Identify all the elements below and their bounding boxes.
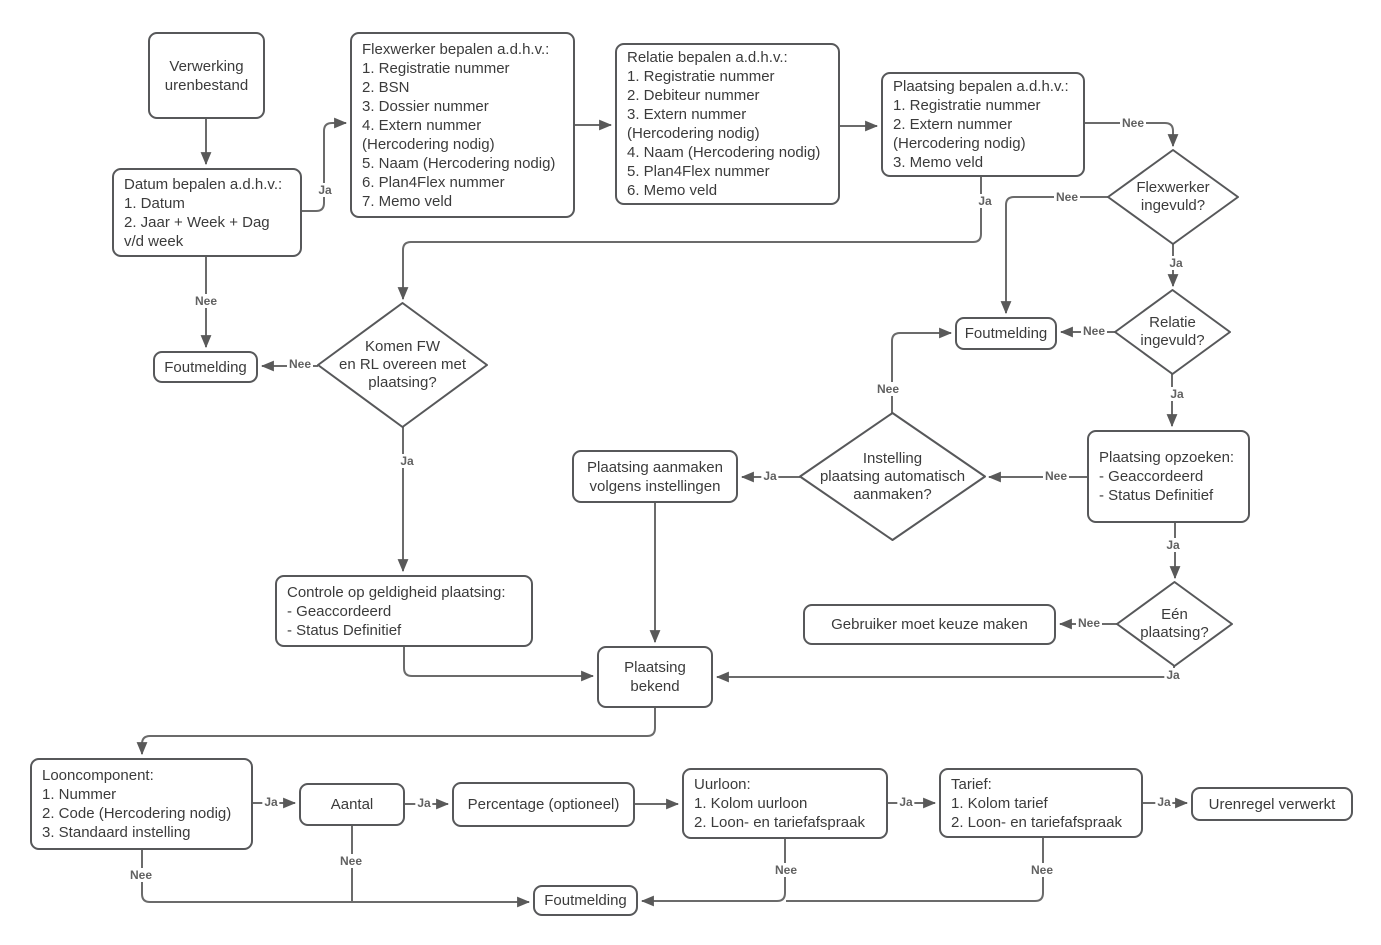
node-relatie-ingevuld-label: Relatie bbox=[1149, 314, 1196, 331]
node-foutmelding-onder-label: Foutmelding bbox=[544, 892, 627, 909]
edge-label-nee: Nee bbox=[1121, 116, 1145, 130]
node-flexwerker-bepalen-label: 5. Naam (Hercodering nodig) bbox=[362, 154, 556, 172]
edge-connector bbox=[642, 839, 785, 901]
node-plaatsing-bepalen-label: 1. Registratie nummer bbox=[893, 97, 1041, 114]
node-plaatsing-aanmaken-label: volgens instellingen bbox=[589, 477, 721, 495]
edge-label-ja: Ja bbox=[763, 469, 777, 483]
node-instelling-plaatsing-automatisch-label: plaatsing automatisch bbox=[819, 467, 966, 485]
node-flexwerker-bepalen-label: 1. Registratie nummer bbox=[362, 59, 510, 77]
node-datum-bepalen-label: Datum bepalen a.d.h.v.: bbox=[124, 175, 283, 193]
edge-label-nee: Nee bbox=[1077, 616, 1101, 630]
edge-connector bbox=[892, 333, 951, 413]
edge-connector bbox=[404, 647, 593, 676]
edge-label-nee: Nee bbox=[1044, 469, 1068, 483]
node-plaatsing-bepalen-label: 2. Extern nummer bbox=[893, 116, 1013, 133]
edge-label-nee: Nee bbox=[774, 863, 798, 877]
node-looncomponent-label: 1. Nummer bbox=[42, 786, 117, 803]
node-percentage bbox=[452, 782, 635, 827]
node-verwerking-urenbestand bbox=[148, 32, 265, 119]
edge-label-nee: Nee bbox=[288, 357, 312, 371]
edge-label-ja: Ja bbox=[1166, 538, 1180, 552]
node-plaatsing-opzoeken bbox=[1087, 430, 1250, 523]
node-uurloon-label: 1. Kolom uurloon bbox=[694, 795, 808, 812]
node-foutmelding-rechtsboven bbox=[955, 317, 1057, 350]
node-aantal bbox=[299, 783, 405, 826]
node-plaatsing-bepalen-label: (Hercodering nodig) bbox=[893, 135, 1026, 152]
node-verwerking-urenbestand-label: Verwerking bbox=[169, 57, 244, 75]
node-flexwerker-ingevuld-label: ingevuld? bbox=[1140, 197, 1206, 214]
node-een-plaatsing-shape bbox=[1117, 582, 1232, 666]
edge-label-nee: Nee bbox=[1030, 863, 1054, 877]
edge-connector bbox=[302, 123, 346, 211]
node-plaatsing-bepalen-label: Plaatsing bepalen a.d.h.v.: bbox=[893, 78, 1069, 95]
node-plaatsing-bekend-label: bekend bbox=[630, 678, 680, 695]
node-controle-geldigheid-label: Controle op geldigheid plaatsing: bbox=[287, 583, 506, 601]
edge-label-ja: Ja bbox=[978, 194, 992, 208]
node-komen-fw-rl-overeen-label: Komen FW bbox=[364, 338, 440, 355]
edge-label-nee: Nee bbox=[1082, 324, 1106, 338]
node-een-plaatsing-label: plaatsing? bbox=[1140, 624, 1209, 641]
node-uurloon-label: Uurloon: bbox=[694, 776, 751, 793]
node-looncomponent-label: 2. Code (Hercodering nodig) bbox=[42, 805, 232, 822]
node-flexwerker-bepalen-label: 6. Plan4Flex nummer bbox=[362, 173, 505, 191]
node-flexwerker-bepalen-label: 3. Dossier nummer bbox=[362, 97, 489, 115]
edge-label-ja: Ja bbox=[400, 454, 414, 468]
node-relatie-bepalen-label: 6. Memo veld bbox=[627, 182, 718, 199]
node-plaatsing-bekend-label: Plaatsing bbox=[624, 659, 686, 676]
node-controle-geldigheid bbox=[275, 575, 533, 647]
node-flexwerker-bepalen-label: Flexwerker bepalen a.d.h.v.: bbox=[362, 40, 550, 58]
node-aantal-label: Aantal bbox=[330, 796, 374, 813]
node-plaatsing-bekend bbox=[597, 646, 713, 708]
node-relatie-bepalen-label: (Hercodering nodig) bbox=[627, 125, 760, 142]
node-plaatsing-opzoeken-label: - Geaccordeerd bbox=[1099, 468, 1204, 485]
edge-label-ja: Ja bbox=[1166, 668, 1180, 682]
node-foutmelding-links bbox=[153, 351, 258, 383]
node-plaatsing-aanmaken-label: Plaatsing aanmaken bbox=[587, 458, 723, 476]
node-een-plaatsing-label: Eén bbox=[1161, 606, 1188, 623]
edge-label-nee: Nee bbox=[876, 382, 900, 396]
node-relatie-bepalen-label: 3. Extern nummer bbox=[627, 106, 747, 123]
node-relatie-bepalen-label: 5. Plan4Flex nummer bbox=[627, 163, 770, 180]
node-flexwerker-bepalen-label: (Hercodering nodig) bbox=[362, 135, 495, 153]
node-gebruiker-keuze-label: Gebruiker moet keuze maken bbox=[831, 616, 1028, 633]
edge-label-ja: Ja bbox=[264, 795, 278, 809]
edge-label-ja: Ja bbox=[417, 796, 431, 810]
node-plaatsing-aanmaken bbox=[572, 450, 738, 503]
edge-connector bbox=[786, 838, 1043, 901]
node-flexwerker-ingevuld-label: Flexwerker bbox=[1136, 179, 1210, 196]
edge-label-ja: Ja bbox=[318, 183, 332, 197]
edge-label-nee: Nee bbox=[129, 868, 153, 882]
node-datum-bepalen-label: 2. Jaar + Week + Dag bbox=[124, 213, 270, 231]
node-tarief-label: Tarief: bbox=[951, 775, 992, 793]
node-urenregel-verwerkt bbox=[1191, 787, 1353, 821]
node-controle-geldigheid-label: - Status Definitief bbox=[287, 621, 402, 639]
node-foutmelding-links-label: Foutmelding bbox=[164, 358, 247, 376]
edge-label-ja: Ja bbox=[1170, 387, 1184, 401]
node-uurloon bbox=[682, 768, 888, 839]
node-relatie-bepalen-label: Relatie bepalen a.d.h.v.: bbox=[627, 49, 788, 66]
node-flexwerker-bepalen bbox=[350, 32, 575, 218]
edge-label-ja: Ja bbox=[899, 795, 913, 809]
node-komen-fw-rl-overeen-shape bbox=[318, 303, 487, 427]
edge-connector bbox=[1006, 197, 1108, 313]
node-plaatsing-opzoeken-label: - Status Definitief bbox=[1099, 487, 1214, 504]
edge-label-nee: Nee bbox=[1055, 190, 1079, 204]
edge-connector bbox=[142, 850, 529, 902]
node-plaatsing-bepalen bbox=[881, 72, 1085, 177]
node-verwerking-urenbestand-label: urenbestand bbox=[164, 76, 249, 94]
node-tarief-label: 1. Kolom tarief bbox=[951, 794, 1048, 812]
edge-label-nee: Nee bbox=[339, 854, 363, 868]
node-flexwerker-bepalen-label: 2. BSN bbox=[362, 78, 410, 96]
node-instelling-plaatsing-automatisch-label: aanmaken? bbox=[853, 485, 932, 503]
node-datum-bepalen bbox=[112, 168, 302, 257]
node-uurloon-label: 2. Loon- en tariefafspraak bbox=[694, 814, 865, 831]
node-percentage-label: Percentage (optioneel) bbox=[467, 796, 620, 813]
node-komen-fw-rl-overeen-label: en RL overeen met bbox=[338, 356, 467, 373]
edge-label-ja: Ja bbox=[1157, 795, 1171, 809]
node-instelling-plaatsing-automatisch-shape bbox=[800, 413, 985, 540]
node-looncomponent-label: 3. Standaard instelling bbox=[42, 824, 191, 841]
node-relatie-bepalen-label: 1. Registratie nummer bbox=[627, 68, 775, 85]
node-relatie-bepalen-label: 2. Debiteur nummer bbox=[627, 87, 760, 104]
node-flexwerker-ingevuld-shape bbox=[1108, 150, 1238, 244]
edge-connector bbox=[717, 666, 1174, 677]
node-flexwerker-bepalen-label: 7. Memo veld bbox=[362, 192, 453, 210]
node-komen-fw-rl-overeen-label: plaatsing? bbox=[368, 374, 437, 391]
node-plaatsing-opzoeken-label: Plaatsing opzoeken: bbox=[1099, 449, 1235, 466]
node-instelling-plaatsing-automatisch-label: Instelling bbox=[862, 449, 923, 467]
node-relatie-bepalen bbox=[615, 43, 840, 205]
edge-label-nee: Nee bbox=[194, 294, 218, 308]
node-tarief bbox=[939, 768, 1143, 838]
node-looncomponent-label: Looncomponent: bbox=[42, 767, 154, 784]
node-relatie-ingevuld-label: ingevuld? bbox=[1140, 332, 1205, 349]
edge-label-ja: Ja bbox=[1169, 256, 1183, 270]
node-urenregel-verwerkt-label: Urenregel verwerkt bbox=[1208, 795, 1336, 813]
node-tarief-label: 2. Loon- en tariefafspraak bbox=[951, 813, 1122, 831]
node-foutmelding-rechtsboven-label: Foutmelding bbox=[964, 325, 1048, 342]
node-relatie-ingevuld-shape bbox=[1115, 290, 1230, 374]
node-relatie-bepalen-label: 4. Naam (Hercodering nodig) bbox=[627, 144, 821, 161]
node-datum-bepalen-label: 1. Datum bbox=[124, 194, 185, 212]
node-datum-bepalen-label: v/d week bbox=[124, 232, 184, 250]
edge-connector bbox=[142, 708, 655, 754]
node-plaatsing-bepalen-label: 3. Memo veld bbox=[893, 154, 984, 171]
node-flexwerker-bepalen-label: 4. Extern nummer bbox=[362, 116, 482, 134]
node-gebruiker-keuze bbox=[803, 604, 1056, 645]
node-foutmelding-onder bbox=[533, 885, 638, 916]
node-looncomponent bbox=[30, 758, 253, 850]
node-controle-geldigheid-label: - Geaccordeerd bbox=[287, 602, 392, 620]
